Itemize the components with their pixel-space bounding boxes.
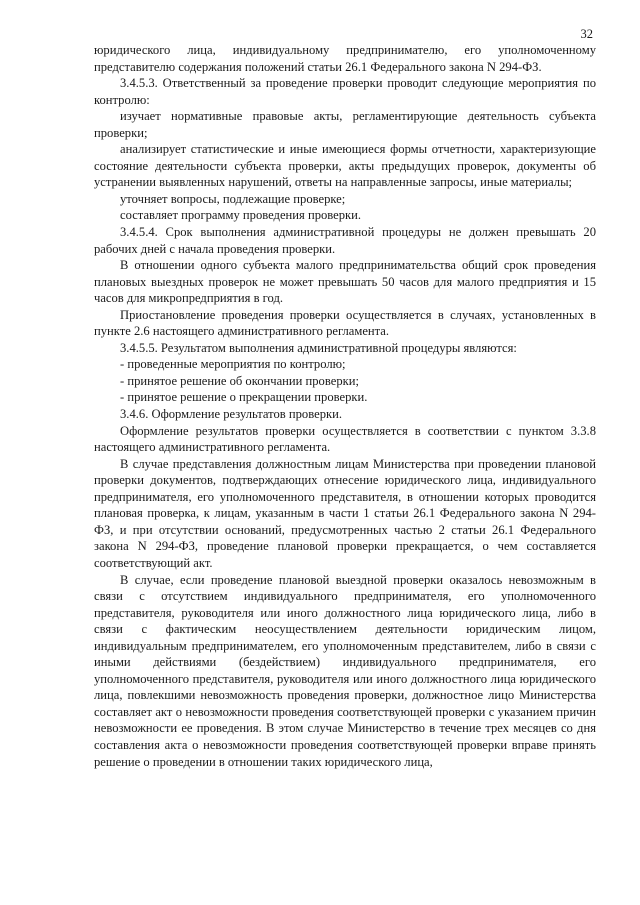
paragraph-2: 3.4.5.3. Ответственный за проведение проверки проводит следующие мероприятия по контролю: xyxy=(94,76,596,107)
paragraph-17: В случае, если проведение плановой выездной проверки оказалось невозможным в связи с отсутствием индивидуального предпринимателя, его уполномоченного представителя, руководителя или иного должностного лица юридического лица, либо в связи с фактическим неосуществлением деятельности юридическим лицом, индивидуальным предпринимателем, его уполномоченным представителем, либо в связи с иными действиями (бездействием) индивидуального предпринимателя, его уполномоченного представителя, руководителя или иного должностного лица юридического лица, повлекшими невозможность проведения проверки, должностное лицо Министерства составляет акт о невозможности проведения соответствующей проверки с указанием причин невозможности ее проведения. В этом случае Министерство в течение трех месяцев со дня составления акта о невозможности проведения соответствующей проверки вправе принять решение о проведении в отношении таких юридического лица, xyxy=(94,572,596,769)
paragraph-8: В отношении одного субъекта малого предпринимательства общий срок проведения плановых выездных проверок не может превышать 50 часов для малого предприятия и 15 часов для микропредприятия в год. xyxy=(94,258,596,306)
paragraph-12: - принятое решение об окончании проверки; xyxy=(120,373,359,388)
paragraph-7: 3.4.5.4. Срок выполнения административной процедуры не должен превышать 20 рабочих дней с начала проведения проверки. xyxy=(94,225,596,256)
paragraph-11: - проведенные мероприятия по контролю; xyxy=(120,357,346,372)
paragraph-6: составляет программу проведения проверки. xyxy=(120,208,362,223)
paragraph-13: - принятое решение о прекращении проверки. xyxy=(120,390,368,405)
paragraph-5: уточняет вопросы, подлежащие проверке; xyxy=(120,191,346,206)
page-number: 32 xyxy=(580,27,593,41)
paragraph-1: юридического лица, индивидуальному предпринимателю, его уполномоченному представителю содержания положений статьи 26.1 Федерального закона N 294-ФЗ. xyxy=(94,43,596,74)
paragraph-3: изучает нормативные правовые акты, регламентирующие деятельность субъекта проверки; xyxy=(94,109,596,140)
paragraph-4: анализирует статистические и иные имеющиеся формы отчетности, характеризующие состояние деятельности субъекта проверки, акты предыдущих проверок, документы об устранении выявленных нарушений, ответы на направленные запросы, иные материалы; xyxy=(94,142,596,190)
paragraph-14: 3.4.6. Оформление результатов проверки. xyxy=(120,407,342,422)
document-body xyxy=(94,42,596,770)
paragraph-9: Приостановление проведения проверки осуществляется в случаях, установленных в пункте 2.6 настоящего административного регламента. xyxy=(94,307,596,339)
paragraph-10: 3.4.5.5. Результатом выполнения административной процедуры являются: xyxy=(120,340,517,355)
paragraph-16: В случае представления должностным лицам Министерства при проведении плановой проверки документов, подтверждающих отнесение юридического лица, индивидуального предпринимателя, его уполномоченного представителя, в отношении которых проводится плановая проверка, к лицам, указанным в части 1 статьи 26.1 Федерального закона N 294-ФЗ, и при отсутствии оснований, предусмотренных частью 2 статьи 26.1 Федерального закона N 294-ФЗ, проведение плановой проверки прекращается, о чем составляется соответствующий акт. xyxy=(94,456,596,570)
paragraph-15: Оформление результатов проверки осуществляется в соответствии с пунктом 3.3.8 настоящего административного регламента. xyxy=(94,423,596,455)
